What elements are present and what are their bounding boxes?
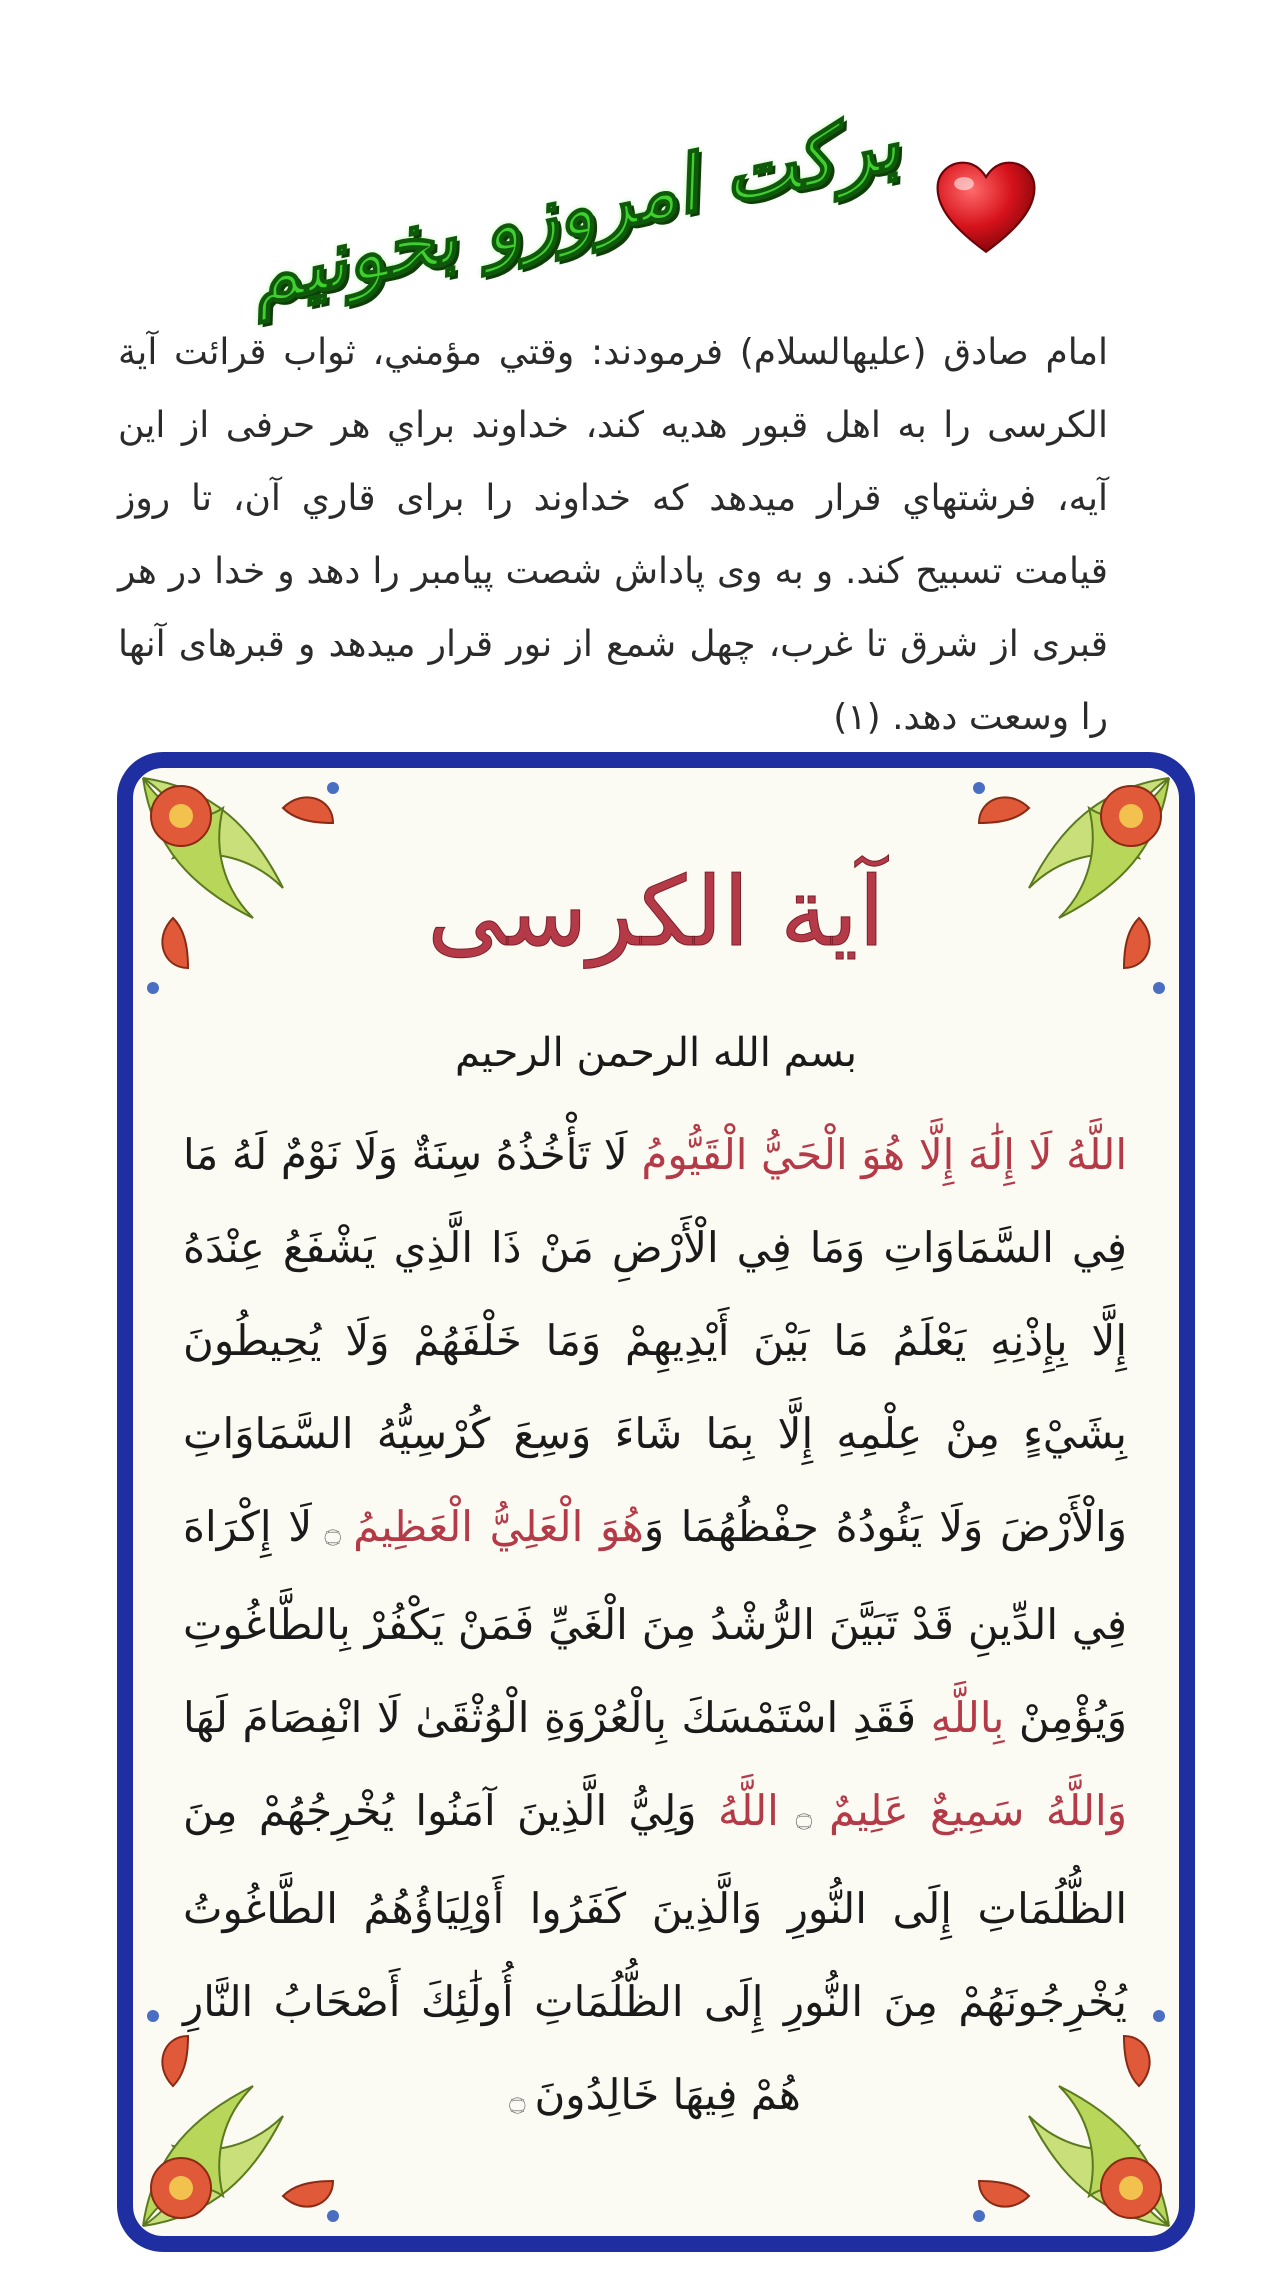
verse-segment: هُوَ الْحَيُّ الْقَيُّومُ — [641, 1130, 906, 1179]
verse-end-mark: ۝ — [509, 2083, 535, 2116]
header — [0, 97, 1284, 323]
verse-segment: اللَّهُ لَا إِلَٰهَ إِلَّا — [905, 1130, 1128, 1179]
heart-icon — [931, 155, 1041, 265]
verse-end-mark: ۝ — [312, 1515, 354, 1548]
verse-segment: وَلِيُّ الَّذِينَ آمَنُوا يُخْرِجُهُمْ مِنَ الظُّلُمَاتِ إِلَى النُّورِ وَالَّذِينَ كَفَرُوا أَوْلِيَاؤُهُمُ الطَّاغُوتُ يُخْرِجُونَهُمْ مِنَ النُّورِ إِلَى الظُّلُمَاتِ أُولَٰئِكَ أَصْحَابُ النَّارِ هُمْ فِيهَا خَالِدُونَ — [183, 1786, 1127, 2119]
verse-segment: فَقَدِ اسْتَمْسَكَ بِالْعُرْوَةِ الْوُثْقَىٰ لَا انْفِصَامَ لَهَا — [183, 1693, 931, 1742]
verse-segment: لَا إِكْرَاهَ فِي الدِّينِ قَدْ تَبَيَّنَ الرُّشْدُ مِنَ الْغَيِّ فَمَنْ يَكْفُرْ بِالطَّاغُوتِ وَيُؤْمِنْ — [183, 1502, 1127, 1742]
verse-segment: اللَّهُ — [717, 1786, 779, 1835]
verse-segment: هُوَ الْعَلِيُّ الْعَظِيمُ — [353, 1502, 644, 1551]
verse-end-mark: ۝ — [778, 1799, 830, 1832]
card-panel — [133, 768, 1179, 2236]
header-title: برکت امروزو بخونیم — [240, 97, 908, 323]
verse-text — [183, 1108, 1127, 2146]
verse-segment: لَا تَأْخُذُهُ سِنَةٌ وَلَا نَوْمٌ لَهُ مَا فِي السَّمَاوَاتِ وَمَا فِي الْأَرْضِ مَنْ ذَا الَّذِي يَشْفَعُ عِنْدَهُ إِلَّا بِإِذْنِهِ يَعْلَمُ مَا بَيْنَ أَيْدِيهِمْ وَمَا خَلْفَهُمْ وَلَا يُحِيطُونَ بِشَيْءٍ مِنْ عِلْمِهِ إِلَّا بِمَا شَاءَ وَسِعَ كُرْسِيُّهُ السَّمَاوَاتِ وَالْأَرْضَ وَلَا يَئُودُهُ حِفْظُهُمَا وَ — [183, 1130, 1127, 1551]
ayat-al-kursi-card — [117, 752, 1195, 2252]
verse-segment: بِاللَّهِ — [930, 1693, 1005, 1742]
card-title: آیة الکرسی — [427, 856, 885, 968]
intro-paragraph: امام صادق (عليهالسلام) فرمودند: وقتي مؤمني، ثواب قرائت آية الكرسی را به اهل قبور هديه كند، خداوند براي هر حرفی از اين آيه، فرشتهاي قرار ميدهد كه خداوند را برای قاري آن، تا روز قيامت تسبيح كند. و به وی پاداش شصت پيامبر را دهد و خدا در هر قبری از شرق تا غرب، چهل شمع از نور قرار ميدهد و قبرهای آنها را وسعت دهد. (۱) — [118, 332, 1108, 738]
verse-segment: وَاللَّهُ سَمِيعٌ عَلِيمٌ — [829, 1786, 1128, 1835]
basmala: بسم الله الرحمن الرحیم — [454, 1030, 858, 1076]
